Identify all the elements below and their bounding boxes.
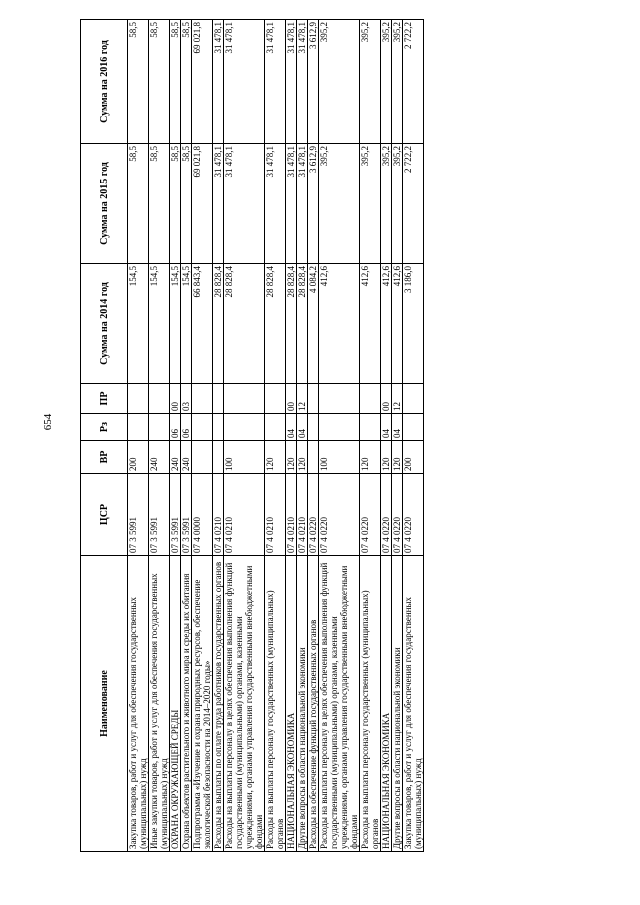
cell-name: Расходы на выплаты персоналу в целях обеспечения выполнения функций государственными (муниципальными) органами, казенными учреждениями, органами управления государственными внебюджетными фондами [224,556,265,852]
cell-rz: 06 [181,414,192,441]
cell-y2015: 31 478,1 [286,144,297,264]
header-rz: Рз [81,414,128,441]
cell-pr [128,384,149,414]
table-row [403,20,424,852]
table-row [192,20,213,852]
rotated-page-content [80,20,560,852]
cell-pr [360,384,381,414]
cell-rz [403,414,424,441]
cell-rz [265,414,286,441]
cell-rz: 04 [392,414,403,441]
cell-y2016: 2 722,2 [403,20,424,144]
cell-rz [192,414,213,441]
header-pr: ПР [81,384,128,414]
cell-y2015: 31 478,1 [297,144,308,264]
cell-vr [213,441,224,474]
cell-y2016: 395,2 [319,20,360,144]
cell-csr: 07 4 0220 [381,474,392,556]
cell-vr: 120 [286,441,297,474]
table-row [297,20,308,852]
table-row [128,20,149,852]
table-row [224,20,265,852]
cell-csr: 07 4 0220 [308,474,319,556]
cell-rz [128,414,149,441]
cell-rz: 04 [286,414,297,441]
cell-vr: 100 [319,441,360,474]
cell-name: Закупка товаров, работ и услуг для обеспечения государственных (муниципальных) нужд [128,556,149,852]
cell-y2014: 412,6 [381,264,392,384]
cell-y2016: 31 478,1 [224,20,265,144]
cell-name: НАЦИОНАЛЬНАЯ ЭКОНОМИКА [286,556,297,852]
cell-y2015: 58,5 [181,144,192,264]
cell-name: Расходы на обеспечение функций государственных органов [308,556,319,852]
cell-pr [224,384,265,414]
cell-name: НАЦИОНАЛЬНАЯ ЭКОНОМИКА [381,556,392,852]
cell-csr: 07 3 5991 [128,474,149,556]
cell-y2016: 31 478,1 [286,20,297,144]
cell-name: Охрана объектов растительного и животного мира и среды их обитания [181,556,192,852]
cell-y2016: 395,2 [392,20,403,144]
cell-y2014: 4 084,2 [308,264,319,384]
cell-vr: 200 [403,441,424,474]
cell-y2015: 31 478,1 [265,144,286,264]
cell-y2015: 31 478,1 [213,144,224,264]
cell-pr: 00 [381,384,392,414]
cell-pr [149,384,170,414]
cell-name: Расходы на выплаты персоналу государственных (муниципальных) органов [360,556,381,852]
cell-rz [360,414,381,441]
table-row [381,20,392,852]
cell-name: Закупка товаров, работ и услуг для обеспечения государственных (муниципальных) нужд [403,556,424,852]
header-2015: Сумма на 2015 год [81,144,128,264]
table-row [149,20,170,852]
cell-vr [308,441,319,474]
cell-rz [308,414,319,441]
table-row [360,20,381,852]
cell-y2014: 412,6 [360,264,381,384]
table-row [213,20,224,852]
cell-y2015: 395,2 [360,144,381,264]
cell-y2016: 395,2 [381,20,392,144]
cell-vr: 100 [224,441,265,474]
cell-y2014: 3 186,0 [403,264,424,384]
cell-pr: 12 [392,384,403,414]
cell-y2016: 395,2 [360,20,381,144]
cell-rz [149,414,170,441]
cell-y2015: 69 021,8 [192,144,213,264]
cell-name: Иные закупки товаров, работ и услуг для обеспечения государственных (муниципальных) нужд [149,556,170,852]
cell-vr: 120 [360,441,381,474]
cell-csr: 07 4 0220 [392,474,403,556]
cell-y2014: 412,6 [392,264,403,384]
cell-name: Расходы на выплаты персоналу государственных (муниципальных) органов [265,556,286,852]
cell-y2015: 31 478,1 [224,144,265,264]
cell-pr: 00 [286,384,297,414]
cell-y2015: 3 612,9 [308,144,319,264]
cell-y2014: 154,5 [149,264,170,384]
cell-csr: 07 4 0220 [360,474,381,556]
cell-vr: 120 [297,441,308,474]
table-header [81,20,128,852]
cell-rz [213,414,224,441]
cell-y2014: 154,5 [181,264,192,384]
cell-pr: 00 [170,384,181,414]
cell-pr [403,384,424,414]
cell-y2016: 69 021,8 [192,20,213,144]
header-name: Наименование [81,556,128,852]
cell-vr: 120 [392,441,403,474]
cell-y2014: 154,5 [170,264,181,384]
cell-vr: 240 [181,441,192,474]
cell-pr [192,384,213,414]
table-body [128,20,424,852]
cell-y2016: 31 478,1 [297,20,308,144]
table-row [181,20,192,852]
cell-pr [319,384,360,414]
cell-pr [308,384,319,414]
cell-csr: 07 4 0220 [319,474,360,556]
cell-y2015: 395,2 [392,144,403,264]
cell-y2015: 395,2 [319,144,360,264]
cell-y2014: 28 828,4 [265,264,286,384]
cell-y2014: 412,6 [319,264,360,384]
cell-csr: 07 4 0210 [265,474,286,556]
cell-vr: 240 [170,441,181,474]
page-number: 654 [42,413,54,431]
cell-y2015: 395,2 [381,144,392,264]
cell-rz [224,414,265,441]
budget-table [80,19,424,852]
cell-rz: 06 [170,414,181,441]
cell-y2014: 28 828,4 [297,264,308,384]
cell-y2015: 58,5 [170,144,181,264]
cell-pr: 03 [181,384,192,414]
cell-y2014: 66 843,4 [192,264,213,384]
cell-y2015: 2 722,2 [403,144,424,264]
cell-y2016: 58,5 [128,20,149,144]
cell-pr: 12 [297,384,308,414]
cell-pr [213,384,224,414]
header-2014: Сумма на 2014 год [81,264,128,384]
cell-vr: 240 [149,441,170,474]
cell-csr: 07 3 5991 [149,474,170,556]
cell-csr: 07 3 5991 [181,474,192,556]
cell-name: Расходы на выплаты персоналу в целях обеспечения выполнения функций государственными (муниципальными) органами, казенными учреждениями, органами управления государственными внебюджетными фондами [319,556,360,852]
cell-rz [319,414,360,441]
cell-y2016: 31 478,1 [265,20,286,144]
cell-rz: 04 [381,414,392,441]
cell-y2015: 58,5 [149,144,170,264]
header-2016: Сумма на 2016 год [81,20,128,144]
cell-y2015: 58,5 [128,144,149,264]
table-row [265,20,286,852]
cell-csr: 07 4 0210 [213,474,224,556]
cell-csr: 07 4 0000 [192,474,213,556]
cell-name: Другие вопросы в области национальной экономики [297,556,308,852]
cell-y2014: 28 828,4 [224,264,265,384]
table-row [392,20,403,852]
cell-pr [265,384,286,414]
cell-name: Другие вопросы в области национальной экономики [392,556,403,852]
cell-y2016: 31 478,1 [213,20,224,144]
table-row [308,20,319,852]
cell-y2016: 58,5 [170,20,181,144]
cell-y2014: 154,5 [128,264,149,384]
table-row [170,20,181,852]
cell-csr: 07 4 0220 [403,474,424,556]
cell-vr: 120 [265,441,286,474]
cell-y2016: 58,5 [181,20,192,144]
cell-vr [192,441,213,474]
cell-vr: 120 [381,441,392,474]
header-csr: ЦСР [81,474,128,556]
cell-csr: 07 4 0210 [286,474,297,556]
cell-name: Подпрограмма «Изучение и охрана природных ресурсов, обеспечение экологической безопасности на 2014–2020 годы» [192,556,213,852]
table-row [319,20,360,852]
cell-y2014: 28 828,4 [213,264,224,384]
cell-rz: 04 [297,414,308,441]
cell-csr: 07 3 5991 [170,474,181,556]
cell-y2014: 28 828,4 [286,264,297,384]
cell-name: ОХРАНА ОКРУЖАЮЩЕЙ СРЕДЫ [170,556,181,852]
cell-name: Расходы на выплаты по оплате труда работников государственных органов [213,556,224,852]
header-vr: ВР [81,441,128,474]
cell-y2016: 3 612,9 [308,20,319,144]
cell-y2016: 58,5 [149,20,170,144]
table-row [286,20,297,852]
cell-csr: 07 4 0210 [297,474,308,556]
cell-vr: 200 [128,441,149,474]
cell-csr: 07 4 0210 [224,474,265,556]
